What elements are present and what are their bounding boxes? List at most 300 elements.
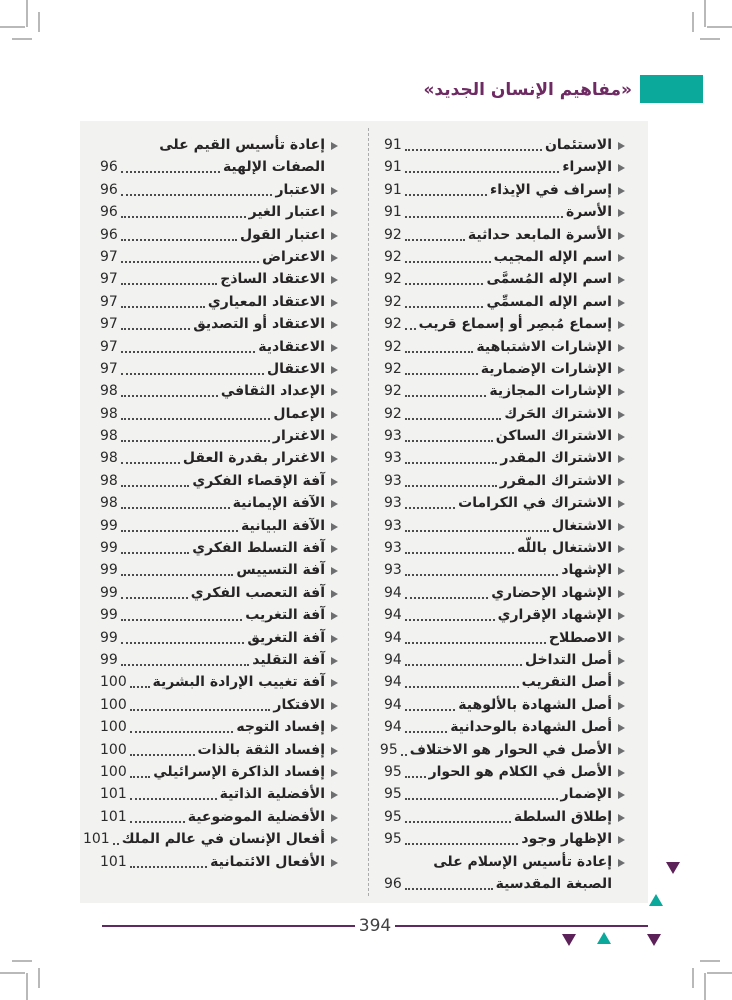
bullet-triangle-icon bbox=[618, 724, 625, 732]
bullet-triangle-icon bbox=[331, 859, 338, 867]
toc-page-number: 95 bbox=[384, 763, 402, 780]
dot-leader bbox=[130, 784, 217, 800]
bullet-triangle-icon bbox=[618, 478, 625, 486]
bullet-triangle-icon bbox=[331, 187, 338, 195]
dot-leader bbox=[405, 381, 487, 397]
toc-page-number: 91 bbox=[384, 159, 402, 176]
footer bbox=[102, 916, 648, 936]
toc-entry bbox=[100, 135, 338, 157]
toc-entry bbox=[384, 157, 625, 179]
bullet-triangle-icon bbox=[618, 366, 625, 374]
dot-leader bbox=[121, 359, 264, 375]
bullet-triangle-icon bbox=[618, 590, 625, 598]
crop-mark bbox=[700, 38, 720, 40]
triangle-up-icon bbox=[649, 894, 663, 906]
toc-entry bbox=[100, 404, 338, 426]
dot-leader bbox=[405, 135, 542, 151]
index-panel bbox=[80, 121, 648, 903]
toc-entry bbox=[384, 807, 625, 829]
dot-leader bbox=[405, 516, 549, 532]
crop-mark bbox=[38, 12, 40, 32]
header-accent-block bbox=[640, 75, 703, 103]
dot-leader bbox=[121, 381, 218, 397]
dot-leader bbox=[405, 157, 560, 173]
dot-leader bbox=[121, 493, 230, 509]
toc-entry bbox=[384, 605, 625, 627]
toc-entry bbox=[100, 852, 338, 874]
dot-leader bbox=[130, 695, 271, 711]
toc-page-number: 94 bbox=[384, 629, 402, 646]
bullet-triangle-icon bbox=[331, 254, 338, 262]
toc-page-number: 100 bbox=[100, 719, 127, 736]
toc-entry bbox=[100, 672, 338, 694]
bullet-triangle-icon bbox=[331, 814, 338, 822]
toc-entry-label: الاعتقادية bbox=[258, 338, 325, 355]
dot-leader bbox=[121, 225, 237, 241]
toc-page-number: 94 bbox=[384, 651, 402, 668]
toc-entry bbox=[384, 784, 625, 806]
toc-entry-label: آفة التعصب الفكري bbox=[190, 584, 325, 601]
bullet-triangle-icon bbox=[618, 388, 625, 396]
toc-page-number: 95 bbox=[384, 786, 402, 803]
toc-entry bbox=[384, 852, 625, 874]
toc-entry-label: اعتبار القول bbox=[239, 226, 325, 243]
toc-entry-label: آفة تغييب الإرادة البشرية bbox=[152, 674, 325, 691]
bullet-triangle-icon bbox=[618, 142, 625, 150]
bullet-triangle-icon bbox=[618, 321, 625, 329]
toc-entry bbox=[384, 650, 625, 672]
toc-page-number: 94 bbox=[384, 674, 402, 691]
toc-entry bbox=[384, 359, 625, 381]
bullet-triangle-icon bbox=[331, 769, 338, 777]
bullet-triangle-icon bbox=[618, 523, 625, 531]
dot-leader bbox=[405, 359, 478, 375]
bullet-triangle-icon bbox=[331, 344, 338, 352]
toc-entry-label: الإشارات الاشتباهية bbox=[476, 338, 612, 355]
toc-entry-label: الإشارات الإضمارية bbox=[480, 360, 612, 377]
toc-page-number: 92 bbox=[384, 271, 402, 288]
dot-leader bbox=[405, 314, 416, 330]
toc-entry bbox=[384, 247, 625, 269]
toc-entry bbox=[100, 225, 338, 247]
crop-mark bbox=[707, 26, 732, 28]
toc-page-number: 101 bbox=[100, 808, 127, 825]
toc-entry-label: اسم الإله المجيب bbox=[493, 248, 612, 265]
toc-page-number: 97 bbox=[100, 360, 118, 377]
toc-page-number: 101 bbox=[82, 831, 110, 848]
dot-leader bbox=[405, 180, 487, 196]
toc-entry-label: الاستئمان bbox=[544, 137, 612, 153]
bullet-triangle-icon bbox=[618, 209, 625, 217]
toc-entry bbox=[384, 628, 625, 650]
toc-page-number: 97 bbox=[100, 316, 118, 333]
toc-page-number: 92 bbox=[384, 405, 402, 422]
toc-entry-label: الاشتغال باللّه bbox=[517, 540, 612, 557]
bullet-triangle-icon bbox=[618, 344, 625, 352]
toc-entry bbox=[100, 493, 338, 515]
bullet-triangle-icon bbox=[331, 433, 338, 441]
dot-leader bbox=[121, 269, 217, 285]
toc-entry-label: آفة التغريب bbox=[245, 607, 325, 624]
toc-entry-label: الاغترار bbox=[272, 428, 325, 445]
toc-entry bbox=[100, 583, 338, 605]
book-title: «مفاهيم الإنسان الجديد» bbox=[423, 80, 632, 100]
dot-leader bbox=[130, 717, 234, 733]
crop-mark bbox=[12, 960, 32, 962]
toc-entry-label: الأفعال الائتمانية bbox=[210, 853, 325, 870]
bullet-triangle-icon bbox=[331, 276, 338, 284]
dot-leader bbox=[405, 762, 426, 778]
dot-leader bbox=[121, 560, 234, 576]
toc-entry bbox=[100, 381, 338, 403]
toc-entry-label: الأصل في الحوار هو الاختلاف bbox=[409, 741, 612, 758]
toc-entry-label: أصل التداخل bbox=[525, 651, 612, 668]
bullet-triangle-icon bbox=[331, 635, 338, 643]
toc-entry-label: الاشتراك الساكن bbox=[495, 428, 612, 445]
toc-page-number: 95 bbox=[384, 808, 402, 825]
toc-page-number: 100 bbox=[100, 696, 127, 713]
dot-leader bbox=[401, 740, 407, 756]
toc-entry bbox=[100, 605, 338, 627]
toc-page-number: 101 bbox=[100, 853, 127, 870]
toc-entry-label: الاعتقاد أو التصديق bbox=[193, 316, 325, 333]
toc-page-number: 98 bbox=[100, 405, 118, 422]
toc-page-number: 95 bbox=[379, 741, 398, 758]
toc-page-number: 93 bbox=[384, 562, 402, 579]
toc-page-number: 94 bbox=[384, 719, 402, 736]
dot-leader bbox=[121, 314, 190, 330]
dot-leader bbox=[405, 493, 455, 509]
toc-entry-label: آفة التغريق bbox=[247, 629, 325, 646]
toc-entry-label: الإشارات المجازية bbox=[489, 383, 612, 400]
bullet-triangle-icon bbox=[331, 142, 338, 150]
toc-entry-label: الأصل في الكلام هو الحوار bbox=[428, 763, 612, 780]
footer-rule bbox=[102, 925, 355, 927]
crop-mark bbox=[12, 38, 32, 40]
dot-leader bbox=[130, 672, 150, 688]
bullet-triangle-icon bbox=[618, 232, 625, 240]
toc-page-number: 93 bbox=[384, 540, 402, 557]
toc-page-number: 99 bbox=[100, 584, 118, 601]
toc-page-number: 98 bbox=[100, 450, 118, 467]
dot-leader bbox=[130, 762, 150, 778]
toc-page-number: 97 bbox=[100, 271, 118, 288]
toc-entry bbox=[384, 493, 625, 515]
toc-entry-label: الاشتغال bbox=[551, 517, 612, 534]
toc-entry bbox=[100, 337, 338, 359]
dot-leader bbox=[405, 628, 546, 644]
bullet-triangle-icon bbox=[331, 590, 338, 598]
toc-entry bbox=[379, 740, 625, 762]
dot-leader bbox=[405, 650, 522, 666]
column-divider bbox=[368, 128, 369, 896]
bullet-triangle-icon bbox=[618, 747, 625, 755]
toc-entry bbox=[384, 695, 625, 717]
toc-entry bbox=[100, 314, 338, 336]
toc-entry-label: الاشتراك المقرر bbox=[499, 472, 612, 489]
toc-entry-label: أفعال الإنسان في عالم الملك bbox=[121, 831, 325, 848]
dot-leader bbox=[405, 807, 511, 823]
toc-entry-label: إعادة تأسيس القيم على bbox=[159, 137, 325, 153]
crop-mark bbox=[704, 0, 706, 27]
index-column-left bbox=[82, 135, 338, 874]
toc-entry bbox=[100, 202, 338, 224]
toc-page-number: 99 bbox=[100, 517, 118, 534]
dot-leader bbox=[405, 695, 455, 711]
toc-entry-label: الاعتقال bbox=[267, 360, 325, 377]
bullet-triangle-icon bbox=[331, 299, 338, 307]
dot-leader bbox=[130, 852, 207, 868]
toc-entry-label: الإعمال bbox=[273, 405, 325, 422]
toc-page-number: 92 bbox=[384, 316, 402, 333]
bullet-triangle-icon bbox=[331, 702, 338, 710]
dot-leader bbox=[121, 583, 188, 599]
dot-leader bbox=[121, 337, 255, 353]
dot-leader bbox=[405, 874, 493, 890]
toc-entry bbox=[100, 628, 338, 650]
bullet-triangle-icon bbox=[331, 321, 338, 329]
toc-page-number: 92 bbox=[384, 248, 402, 265]
dot-leader bbox=[405, 225, 465, 241]
dot-leader bbox=[130, 807, 185, 823]
crop-mark bbox=[692, 968, 694, 988]
toc-entry bbox=[100, 807, 338, 829]
toc-entry bbox=[384, 269, 625, 291]
toc-entry-label: آفة التسلط الفكري bbox=[192, 540, 325, 557]
toc-entry-label: أصل التقريب bbox=[521, 674, 612, 691]
dot-leader bbox=[405, 672, 519, 688]
toc-entry bbox=[100, 516, 338, 538]
toc-entry bbox=[100, 448, 338, 470]
bullet-triangle-icon bbox=[618, 433, 625, 441]
toc-entry bbox=[100, 269, 338, 291]
toc-entry bbox=[100, 784, 338, 806]
bullet-triangle-icon bbox=[331, 791, 338, 799]
toc-page-number: 98 bbox=[100, 383, 118, 400]
toc-entry bbox=[100, 471, 338, 493]
toc-entry bbox=[100, 157, 338, 179]
toc-entry bbox=[100, 650, 338, 672]
dot-leader bbox=[121, 426, 270, 442]
toc-page-number: 98 bbox=[100, 428, 118, 445]
toc-entry bbox=[384, 874, 625, 896]
dot-leader bbox=[121, 650, 249, 666]
bullet-triangle-icon bbox=[618, 500, 625, 508]
dot-leader bbox=[121, 157, 220, 173]
bullet-triangle-icon bbox=[618, 612, 625, 620]
bullet-triangle-icon bbox=[331, 567, 338, 575]
toc-entry bbox=[100, 762, 338, 784]
toc-entry bbox=[384, 381, 625, 403]
bullet-triangle-icon bbox=[618, 455, 625, 463]
crop-mark bbox=[700, 960, 720, 962]
toc-page-number: 96 bbox=[384, 875, 402, 892]
toc-page-number: 93 bbox=[384, 495, 402, 512]
bullet-triangle-icon bbox=[331, 545, 338, 553]
toc-entry-label: إسماع مُبصِر أو إسماع قريب bbox=[418, 316, 612, 333]
toc-page-number: 99 bbox=[100, 629, 118, 646]
bullet-triangle-icon bbox=[618, 791, 625, 799]
dot-leader bbox=[121, 448, 180, 464]
toc-page-number: 99 bbox=[100, 607, 118, 624]
toc-entry bbox=[384, 538, 625, 560]
dot-leader bbox=[405, 717, 447, 733]
toc-entry-label: اعتبار الغير bbox=[248, 204, 325, 221]
toc-entry-label: الإشهاد bbox=[561, 562, 612, 579]
dot-leader bbox=[405, 247, 491, 263]
toc-page-number: 91 bbox=[384, 204, 402, 221]
bullet-triangle-icon bbox=[618, 276, 625, 284]
toc-page-number: 96 bbox=[100, 204, 118, 221]
toc-page-number: 92 bbox=[384, 226, 402, 243]
toc-page-number: 96 bbox=[100, 226, 118, 243]
bullet-triangle-icon bbox=[618, 769, 625, 777]
dot-leader bbox=[121, 628, 245, 644]
toc-entry bbox=[384, 583, 625, 605]
toc-entry-label: أصل الشهادة بالوحدانية bbox=[450, 719, 612, 736]
toc-entry-label: الأسرة bbox=[566, 204, 612, 221]
toc-entry bbox=[384, 426, 625, 448]
dot-leader bbox=[121, 538, 189, 554]
dot-leader bbox=[121, 247, 259, 263]
dot-leader bbox=[405, 829, 519, 845]
bullet-triangle-icon bbox=[618, 254, 625, 262]
bullet-triangle-icon bbox=[331, 612, 338, 620]
bullet-triangle-icon bbox=[618, 567, 625, 575]
dot-leader bbox=[121, 516, 238, 532]
toc-entry bbox=[100, 538, 338, 560]
toc-entry-label: آفة الإقصاء الفكري bbox=[192, 472, 325, 489]
toc-page-number: 100 bbox=[100, 741, 127, 758]
toc-entry-label: إفساد الذاكرة الإسرائيلي bbox=[153, 763, 325, 780]
crop-mark bbox=[38, 968, 40, 988]
bullet-triangle-icon bbox=[331, 455, 338, 463]
dot-leader bbox=[405, 404, 502, 420]
triangle-down-icon bbox=[666, 862, 680, 874]
toc-page-number: 97 bbox=[100, 338, 118, 355]
toc-entry bbox=[100, 292, 338, 314]
toc-entry bbox=[384, 829, 625, 851]
toc-entry bbox=[384, 762, 625, 784]
toc-entry-label: الصبغة المقدسية bbox=[495, 875, 612, 892]
crop-mark bbox=[707, 972, 732, 974]
triangle-down-icon bbox=[562, 934, 576, 946]
bullet-triangle-icon bbox=[331, 411, 338, 419]
toc-page-number: 98 bbox=[100, 472, 118, 489]
dot-leader bbox=[405, 583, 488, 599]
bullet-triangle-icon bbox=[618, 814, 625, 822]
dot-leader bbox=[121, 202, 246, 218]
dot-leader bbox=[121, 404, 271, 420]
toc-page-number: 93 bbox=[384, 472, 402, 489]
toc-page-number: 93 bbox=[384, 517, 402, 534]
footer-rule bbox=[395, 925, 648, 927]
toc-entry bbox=[100, 180, 338, 202]
toc-entry-label: اسم الإله المسمِّي bbox=[486, 293, 612, 310]
toc-entry-label: إطلاق السلطة bbox=[513, 808, 612, 825]
toc-entry-label: الاعتبار bbox=[275, 181, 325, 198]
triangle-up-icon bbox=[597, 932, 611, 944]
dot-leader bbox=[121, 292, 205, 308]
dot-leader bbox=[405, 292, 484, 308]
toc-entry bbox=[384, 314, 625, 336]
toc-entry bbox=[384, 180, 625, 202]
toc-page-number: 92 bbox=[384, 383, 402, 400]
toc-page-number: 92 bbox=[384, 360, 402, 377]
toc-entry-label: أصل الشهادة بالألوهية bbox=[458, 696, 612, 713]
bullet-triangle-icon bbox=[618, 702, 625, 710]
dot-leader bbox=[405, 426, 493, 442]
folio-page-number: 394 bbox=[358, 916, 392, 936]
dot-leader bbox=[121, 471, 190, 487]
toc-entry-label: إفساد الثقة بالذات bbox=[197, 741, 325, 758]
dot-leader bbox=[130, 740, 195, 756]
toc-entry-label: الأفضلية الذاتية bbox=[219, 786, 325, 803]
dot-leader bbox=[405, 448, 498, 464]
bullet-triangle-icon bbox=[331, 209, 338, 217]
toc-entry bbox=[384, 672, 625, 694]
toc-entry-label: الآفة البيانية bbox=[241, 517, 325, 534]
index-column-right bbox=[379, 135, 625, 896]
dot-leader bbox=[405, 337, 474, 353]
toc-entry-label: الإسراء bbox=[562, 159, 612, 176]
toc-page-number: 99 bbox=[100, 651, 118, 668]
toc-page-number: 101 bbox=[100, 786, 127, 803]
toc-page-number: 91 bbox=[384, 181, 402, 198]
toc-entry-label: الإعداد الثقافي bbox=[220, 383, 325, 400]
bullet-triangle-icon bbox=[331, 478, 338, 486]
toc-page-number: 100 bbox=[100, 763, 127, 780]
toc-entry bbox=[384, 225, 625, 247]
bullet-triangle-icon bbox=[618, 545, 625, 553]
toc-entry-label: الاشتراك في الكرامات bbox=[458, 495, 612, 512]
bullet-triangle-icon bbox=[618, 187, 625, 195]
toc-page-number: 93 bbox=[384, 428, 402, 445]
toc-entry bbox=[384, 202, 625, 224]
bullet-triangle-icon bbox=[618, 411, 625, 419]
toc-page-number: 99 bbox=[100, 540, 118, 557]
toc-entry-label: الاصطلاح bbox=[548, 629, 612, 646]
toc-entry bbox=[384, 337, 625, 359]
dot-leader bbox=[113, 829, 119, 845]
dot-leader bbox=[405, 538, 514, 554]
bullet-triangle-icon bbox=[331, 500, 338, 508]
toc-entry-label: الأسرة المابعد حداثية bbox=[467, 226, 612, 243]
bullet-triangle-icon bbox=[331, 388, 338, 396]
crop-mark bbox=[26, 973, 28, 1000]
dot-leader bbox=[405, 471, 497, 487]
toc-entry bbox=[384, 560, 625, 582]
toc-page-number: 94 bbox=[384, 584, 402, 601]
toc-entry bbox=[100, 247, 338, 269]
toc-entry bbox=[82, 829, 338, 851]
toc-entry-label: إفساد التوجه bbox=[236, 719, 325, 736]
dot-leader bbox=[405, 202, 563, 218]
dot-leader bbox=[121, 605, 242, 621]
bullet-triangle-icon bbox=[331, 657, 338, 665]
crop-mark bbox=[704, 973, 706, 1000]
toc-entry bbox=[100, 426, 338, 448]
bullet-triangle-icon bbox=[331, 679, 338, 687]
dot-leader bbox=[405, 605, 495, 621]
toc-entry bbox=[100, 717, 338, 739]
toc-page-number: 91 bbox=[384, 137, 402, 153]
toc-entry-label: اسم الإله المُسمَّى bbox=[486, 271, 612, 288]
toc-page-number: 98 bbox=[100, 495, 118, 512]
bullet-triangle-icon bbox=[618, 859, 625, 867]
toc-entry bbox=[100, 695, 338, 717]
bullet-triangle-icon bbox=[618, 836, 625, 844]
